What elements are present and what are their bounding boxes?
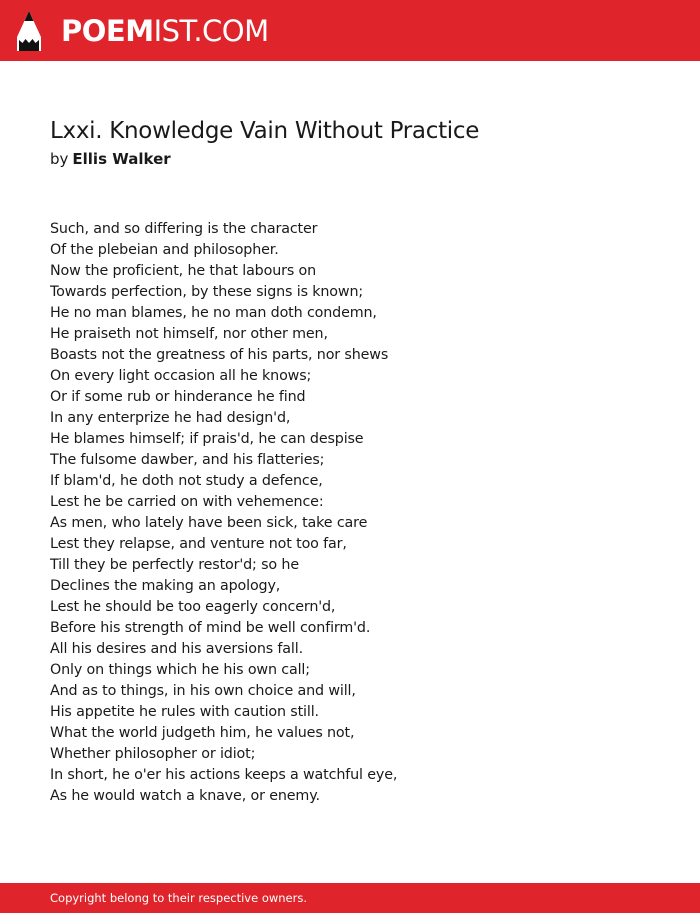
poem-line: If blam'd, he doth not study a defence,	[50, 473, 323, 489]
poem-line: Whether philosopher or idiot;	[50, 746, 256, 762]
poem-line: Boasts not the greatness of his parts, nor shews	[50, 347, 389, 363]
poem-line: The fulsome dawber, and his flatteries;	[50, 452, 325, 468]
poem-body	[50, 219, 650, 807]
poem-line: He praiseth not himself, nor other men,	[50, 326, 328, 342]
logo-wordmark-light: IST.COM	[153, 14, 269, 48]
poem-title: Lxxi. Knowledge Vain Without Practice	[50, 118, 480, 144]
poem-line: Lest they relapse, and venture not too far,	[50, 536, 347, 552]
site-footer	[0, 883, 700, 913]
poem-line: He blames himself; if prais'd, he can despise	[50, 431, 364, 447]
site-logo-link[interactable]	[14, 9, 269, 53]
poem-line: Of the plebeian and philosopher.	[50, 242, 279, 258]
byline-label: by	[50, 150, 69, 168]
poem-line: Declines the making an apology,	[50, 578, 281, 594]
poem-line: He no man blames, he no man doth condemn,	[50, 305, 377, 321]
logo-wordmark-bold: POEM	[61, 14, 154, 48]
logo-wordmark	[61, 9, 269, 53]
pencil-icon	[14, 10, 44, 52]
poem-line: Before his strength of mind be well confirm'd.	[50, 620, 371, 636]
poem-line: In any enterprize he had design'd,	[50, 410, 291, 426]
poem-line: What the world judgeth him, he values not,	[50, 725, 355, 741]
poem-line: Such, and so differing is the character	[50, 221, 318, 237]
poem-line: All his desires and his aversions fall.	[50, 641, 303, 657]
poem-header	[50, 115, 670, 169]
poem-line: Towards perfection, by these signs is known;	[50, 284, 364, 300]
poem-line: Lest he be carried on with vehemence:	[50, 494, 324, 510]
poem-line: Or if some rub or hinderance he find	[50, 389, 306, 405]
poem-author: Ellis Walker	[72, 150, 171, 168]
poem-line: On every light occasion all he knows;	[50, 368, 312, 384]
site-header	[0, 0, 700, 61]
poem-byline	[50, 149, 670, 169]
poem-line: In short, he o'er his actions keeps a watchful eye,	[50, 767, 398, 783]
copyright-text: Copyright belong to their respective owners.	[50, 891, 308, 905]
poem-line: Till they be perfectly restor'd; so he	[50, 557, 299, 573]
poem-line: Now the proficient, he that labours on	[50, 263, 317, 279]
poem-line: His appetite he rules with caution still.	[50, 704, 319, 720]
poem-line: As he would watch a knave, or enemy.	[50, 788, 320, 804]
poem-line: Lest he should be too eagerly concern'd,	[50, 599, 336, 615]
poem-line: As men, who lately have been sick, take care	[50, 515, 368, 531]
poem-line: And as to things, in his own choice and will,	[50, 683, 356, 699]
poem-line: Only on things which he his own call;	[50, 662, 310, 678]
